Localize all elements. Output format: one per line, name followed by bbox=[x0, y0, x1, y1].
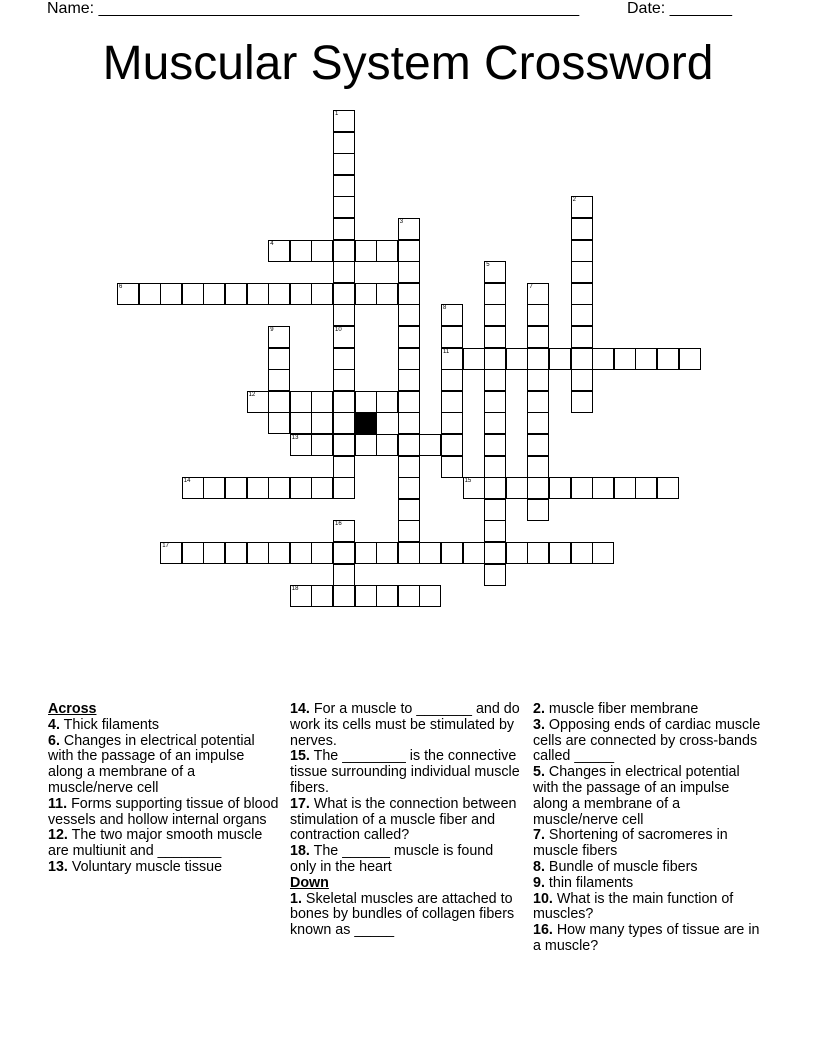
clue-text: What is the connection between stimulation of a muscle fiber and contraction called? bbox=[290, 795, 517, 844]
clue-text: thin filaments bbox=[544, 874, 634, 891]
clue-number: 8. bbox=[533, 858, 545, 875]
grid-cell[interactable] bbox=[571, 391, 593, 413]
clue-item bbox=[290, 844, 522, 876]
clue-number: 2. bbox=[533, 701, 545, 717]
grid-cell[interactable] bbox=[441, 412, 463, 434]
clue-item bbox=[533, 718, 765, 765]
grid-cell[interactable] bbox=[441, 434, 463, 456]
grid-cell[interactable] bbox=[571, 218, 593, 240]
grid-cell[interactable] bbox=[290, 391, 312, 413]
clue-text: Skeletal muscles are attached to bones by bundles of collagen fibers known as _____ bbox=[290, 890, 515, 939]
grid-cell[interactable] bbox=[398, 261, 420, 283]
grid-cell[interactable] bbox=[311, 391, 333, 413]
grid-cell[interactable] bbox=[506, 477, 528, 499]
grid-cell[interactable] bbox=[333, 240, 355, 262]
grid-cell[interactable] bbox=[614, 477, 636, 499]
clue-item bbox=[48, 797, 280, 829]
clue-number: 10 bbox=[335, 327, 342, 333]
grid-cell[interactable] bbox=[635, 348, 657, 370]
clue-item bbox=[533, 765, 765, 828]
clue-text: muscle fiber membrane bbox=[544, 701, 699, 717]
clue-item bbox=[533, 923, 765, 955]
grid-cell[interactable] bbox=[225, 283, 247, 305]
clue-item bbox=[290, 749, 522, 796]
clue-number: 15 bbox=[464, 478, 472, 485]
clue-text: Changes in electrical potential with the passage of an impulse along a membrane of a muscle/nerve cell bbox=[533, 764, 740, 828]
grid-cell[interactable] bbox=[571, 304, 593, 326]
clue-number: 10. bbox=[533, 890, 553, 907]
grid-cell[interactable] bbox=[333, 175, 355, 197]
clue-item bbox=[48, 860, 280, 876]
clue-number: 3 bbox=[399, 219, 404, 225]
grid-cell[interactable] bbox=[527, 477, 549, 499]
grid-cell[interactable] bbox=[268, 477, 290, 499]
grid-cell[interactable] bbox=[117, 283, 139, 305]
clue-column-1 bbox=[48, 702, 280, 876]
clue-number: 11 bbox=[443, 348, 450, 355]
clue-text: Voluntary muscle tissue bbox=[67, 858, 223, 875]
grid-cell[interactable] bbox=[571, 477, 593, 499]
grid-cell[interactable] bbox=[333, 326, 355, 348]
grid-cell[interactable] bbox=[311, 434, 333, 456]
grid-cell[interactable] bbox=[203, 283, 225, 305]
grid-cell[interactable] bbox=[571, 240, 593, 262]
grid-cell[interactable] bbox=[333, 585, 355, 607]
grid-cell[interactable] bbox=[290, 542, 312, 564]
across-heading: Across bbox=[48, 701, 97, 717]
grid-cell[interactable] bbox=[484, 369, 506, 391]
grid-cell[interactable] bbox=[333, 520, 355, 542]
grid-cell[interactable] bbox=[398, 520, 420, 542]
grid-cell[interactable] bbox=[441, 369, 463, 391]
grid-cell[interactable] bbox=[355, 283, 377, 305]
clue-item bbox=[48, 718, 280, 734]
grid-cell[interactable] bbox=[527, 412, 549, 434]
grid-cell[interactable] bbox=[311, 240, 333, 262]
grid-cell[interactable] bbox=[268, 369, 290, 391]
grid-cell[interactable] bbox=[657, 477, 679, 499]
grid-cell[interactable] bbox=[268, 326, 290, 348]
grid-cell[interactable] bbox=[376, 434, 398, 456]
grid-cell[interactable] bbox=[441, 456, 463, 478]
grid-cell[interactable] bbox=[441, 326, 463, 348]
grid-cell[interactable] bbox=[247, 391, 269, 413]
grid-cell[interactable] bbox=[549, 348, 571, 370]
grid-cell[interactable] bbox=[484, 304, 506, 326]
grid-cell[interactable] bbox=[506, 542, 528, 564]
grid-cell[interactable] bbox=[441, 391, 463, 413]
clue-number: 16 bbox=[335, 521, 342, 528]
grid-cell[interactable] bbox=[484, 542, 506, 564]
grid-cell[interactable] bbox=[333, 391, 355, 413]
grid-cell[interactable] bbox=[311, 477, 333, 499]
clue-item bbox=[533, 828, 765, 860]
grid-cell[interactable] bbox=[311, 585, 333, 607]
grid-cell[interactable] bbox=[182, 283, 204, 305]
clue-text: The two major smooth muscle are multiunit and ________ bbox=[48, 827, 263, 860]
grid-cell[interactable] bbox=[419, 434, 441, 456]
grid-cell[interactable] bbox=[398, 499, 420, 521]
grid-cell[interactable] bbox=[247, 477, 269, 499]
clue-number: 1 bbox=[335, 111, 339, 117]
grid-cell[interactable] bbox=[398, 477, 420, 499]
clue-text: Forms supporting tissue of blood vessels and hollow internal organs bbox=[48, 795, 279, 828]
clue-number: 13 bbox=[291, 435, 299, 441]
grid-cell[interactable] bbox=[527, 542, 549, 564]
grid-cell[interactable] bbox=[333, 564, 355, 586]
grid-cell[interactable] bbox=[355, 240, 377, 262]
grid-cell[interactable] bbox=[463, 477, 485, 499]
grid-cell[interactable] bbox=[484, 520, 506, 542]
clue-item bbox=[533, 892, 765, 924]
grid-cell[interactable] bbox=[333, 348, 355, 370]
clue-item bbox=[533, 876, 765, 892]
grid-cell[interactable] bbox=[484, 434, 506, 456]
grid-cell[interactable] bbox=[268, 542, 290, 564]
grid-cell[interactable] bbox=[333, 132, 355, 154]
grid-cell[interactable] bbox=[527, 499, 549, 521]
grid-cell[interactable] bbox=[376, 585, 398, 607]
grid-cell[interactable] bbox=[311, 542, 333, 564]
grid-cell[interactable] bbox=[506, 348, 528, 370]
grid-cell[interactable] bbox=[441, 542, 463, 564]
clue-number: 9. bbox=[533, 874, 545, 891]
grid-cell[interactable] bbox=[484, 499, 506, 521]
grid-cell[interactable] bbox=[311, 412, 333, 434]
clue-number: 16. bbox=[533, 922, 553, 939]
grid-cell[interactable] bbox=[376, 283, 398, 305]
clue-column-3 bbox=[533, 702, 765, 955]
clue-number: 7. bbox=[533, 827, 545, 844]
clue-number: 14. bbox=[290, 701, 310, 717]
grid-cell[interactable] bbox=[398, 542, 420, 564]
grid-cell[interactable] bbox=[247, 542, 269, 564]
grid-cell[interactable] bbox=[182, 542, 204, 564]
grid-cell[interactable] bbox=[635, 477, 657, 499]
grid-cell[interactable] bbox=[355, 542, 377, 564]
grid-cell[interactable] bbox=[333, 218, 355, 240]
grid-cell[interactable] bbox=[376, 391, 398, 413]
grid-cell[interactable] bbox=[247, 283, 269, 305]
clue-text: Opposing ends of cardiac muscle cells are connected by cross-bands called _____ bbox=[533, 716, 761, 765]
clue-item bbox=[290, 892, 522, 939]
grid-cell[interactable] bbox=[679, 348, 701, 370]
grid-cell[interactable] bbox=[182, 477, 204, 499]
grid-cell[interactable] bbox=[614, 348, 636, 370]
clue-number: 5 bbox=[486, 262, 490, 269]
grid-cell[interactable] bbox=[355, 391, 377, 413]
clue-number: 18 bbox=[291, 586, 299, 593]
grid-cell[interactable] bbox=[398, 348, 420, 370]
grid-cell[interactable] bbox=[571, 542, 593, 564]
grid-cell[interactable] bbox=[527, 434, 549, 456]
grid-cell[interactable] bbox=[419, 542, 441, 564]
grid-cell[interactable] bbox=[484, 564, 506, 586]
clue-number: 17. bbox=[290, 795, 310, 812]
grid-cell[interactable] bbox=[398, 456, 420, 478]
grid-cell[interactable] bbox=[571, 369, 593, 391]
grid-cell[interactable] bbox=[571, 326, 593, 348]
clue-text: How many types of tissue are in a muscle? bbox=[533, 922, 760, 954]
clue-number: 7 bbox=[529, 283, 533, 290]
grid-cell[interactable] bbox=[355, 585, 377, 607]
grid-cell[interactable] bbox=[355, 434, 377, 456]
grid-cell[interactable] bbox=[203, 477, 225, 499]
grid-cell[interactable] bbox=[160, 283, 182, 305]
clue-item bbox=[48, 734, 280, 797]
grid-cell[interactable] bbox=[333, 434, 355, 456]
grid-cell[interactable] bbox=[571, 261, 593, 283]
clue-item bbox=[533, 860, 765, 876]
grid-cell[interactable] bbox=[311, 283, 333, 305]
clue-number: 1. bbox=[290, 890, 302, 907]
grid-cell[interactable] bbox=[484, 261, 506, 283]
clue-item bbox=[48, 828, 280, 860]
grid-cell[interactable] bbox=[592, 348, 614, 370]
page-title: Muscular System Crossword bbox=[102, 37, 714, 90]
grid-cell[interactable] bbox=[571, 196, 593, 218]
grid-cell[interactable] bbox=[333, 153, 355, 175]
grid-cell[interactable] bbox=[527, 304, 549, 326]
clue-text: For a muscle to _______ and do work its cells must be stimulated by nerves. bbox=[290, 701, 520, 749]
clue-column-2 bbox=[290, 702, 522, 939]
grid-cell[interactable] bbox=[484, 412, 506, 434]
grid-cell[interactable] bbox=[290, 434, 312, 456]
clue-number: 15. bbox=[290, 748, 310, 765]
grid-cell[interactable] bbox=[657, 348, 679, 370]
clue-number: 4 bbox=[270, 240, 274, 247]
clue-item bbox=[290, 702, 522, 749]
grid-cell[interactable] bbox=[527, 348, 549, 370]
grid-cell[interactable] bbox=[484, 477, 506, 499]
grid-cell[interactable] bbox=[268, 240, 290, 262]
grid-cell[interactable] bbox=[592, 542, 614, 564]
grid-cell[interactable] bbox=[549, 477, 571, 499]
clue-number: 17 bbox=[162, 543, 169, 549]
down-heading: Down bbox=[290, 874, 329, 891]
grid-cell[interactable] bbox=[333, 456, 355, 478]
grid-cell[interactable] bbox=[419, 585, 441, 607]
clue-number: 2 bbox=[572, 197, 576, 204]
grid-cell[interactable] bbox=[290, 283, 312, 305]
clue-number: 5. bbox=[533, 764, 545, 781]
clue-text: Changes in electrical potential with the passage of an impulse along a membrane of a muscle/nerve cell bbox=[48, 732, 255, 796]
grid-cell[interactable] bbox=[484, 326, 506, 348]
name-line: Name: ______________________________________________________ bbox=[47, 0, 580, 17]
clue-number: 6. bbox=[48, 732, 60, 749]
clue-text: Bundle of muscle fibers bbox=[544, 858, 698, 875]
clue-item bbox=[290, 797, 522, 844]
grid-cell[interactable] bbox=[290, 240, 312, 262]
clue-number: 18. bbox=[290, 843, 310, 860]
grid-cell[interactable] bbox=[398, 218, 420, 240]
grid-cell[interactable] bbox=[592, 477, 614, 499]
grid-cell[interactable] bbox=[376, 542, 398, 564]
clue-number: 12 bbox=[248, 391, 256, 398]
clue-text: What is the main function of muscles? bbox=[533, 890, 734, 923]
grid-cell[interactable] bbox=[290, 412, 312, 434]
grid-cell[interactable] bbox=[398, 240, 420, 262]
grid-cell[interactable] bbox=[376, 240, 398, 262]
clue-number: 6 bbox=[119, 283, 123, 290]
grid-cell[interactable] bbox=[484, 348, 506, 370]
grid-cell[interactable] bbox=[463, 542, 485, 564]
grid-cell[interactable] bbox=[549, 542, 571, 564]
date-line: Date: _______ bbox=[627, 0, 732, 17]
grid-cell[interactable] bbox=[398, 369, 420, 391]
clue-text: Shortening of sacromeres in muscle fibers bbox=[533, 827, 728, 860]
grid-cell[interactable] bbox=[203, 542, 225, 564]
grid-cell[interactable] bbox=[571, 283, 593, 305]
grid-cell[interactable] bbox=[484, 456, 506, 478]
clue-text: Thick filaments bbox=[59, 716, 159, 733]
grid-cell[interactable] bbox=[398, 391, 420, 413]
grid-cell[interactable] bbox=[333, 283, 355, 305]
grid-cell[interactable] bbox=[527, 391, 549, 413]
grid-cell[interactable] bbox=[484, 391, 506, 413]
grid-cell[interactable] bbox=[225, 542, 247, 564]
clue-number: 11. bbox=[48, 795, 68, 812]
grid-cell[interactable] bbox=[333, 412, 355, 434]
grid-cell[interactable] bbox=[333, 261, 355, 283]
grid-cell[interactable] bbox=[268, 412, 290, 434]
grid-cell[interactable] bbox=[225, 477, 247, 499]
clue-number: 3. bbox=[533, 716, 545, 733]
grid-cell[interactable] bbox=[527, 326, 549, 348]
grid-cell[interactable] bbox=[463, 348, 485, 370]
grid-cell[interactable] bbox=[333, 304, 355, 326]
clue-text: The ________ is the connective tissue surrounding individual muscle fibers. bbox=[290, 748, 520, 796]
grid-cell[interactable] bbox=[333, 542, 355, 564]
grid-cell[interactable] bbox=[571, 348, 593, 370]
clue-number: 9 bbox=[270, 327, 274, 333]
grid-cell[interactable] bbox=[441, 348, 463, 370]
grid-cell[interactable] bbox=[333, 369, 355, 391]
blocked-cell bbox=[355, 412, 377, 434]
grid-cell[interactable] bbox=[398, 412, 420, 434]
grid-cell[interactable] bbox=[398, 283, 420, 305]
grid-cell[interactable] bbox=[398, 585, 420, 607]
grid-cell[interactable] bbox=[333, 110, 355, 132]
grid-cell[interactable] bbox=[139, 283, 161, 305]
grid-cell[interactable] bbox=[268, 283, 290, 305]
clue-text: The ______ muscle is found only in the heart bbox=[290, 843, 494, 875]
grid-cell[interactable] bbox=[268, 391, 290, 413]
grid-cell[interactable] bbox=[290, 585, 312, 607]
grid-cell[interactable] bbox=[290, 477, 312, 499]
grid-cell[interactable] bbox=[333, 477, 355, 499]
clue-number: 13. bbox=[48, 858, 68, 875]
grid-cell[interactable] bbox=[160, 542, 182, 564]
grid-cell[interactable] bbox=[441, 304, 463, 326]
grid-cell[interactable] bbox=[527, 369, 549, 391]
clue-number: 12. bbox=[48, 827, 68, 844]
clue-number: 8 bbox=[443, 305, 447, 312]
grid-cell[interactable] bbox=[527, 283, 549, 305]
grid-cell[interactable] bbox=[333, 196, 355, 218]
clue-item bbox=[533, 702, 765, 718]
grid-cell[interactable] bbox=[268, 348, 290, 370]
grid-cell[interactable] bbox=[398, 434, 420, 456]
grid-cell[interactable] bbox=[527, 456, 549, 478]
clue-number: 14 bbox=[183, 478, 191, 485]
grid-cell[interactable] bbox=[484, 283, 506, 305]
clue-number: 4. bbox=[48, 716, 60, 733]
grid-cell[interactable] bbox=[398, 304, 420, 326]
grid-cell[interactable] bbox=[398, 326, 420, 348]
